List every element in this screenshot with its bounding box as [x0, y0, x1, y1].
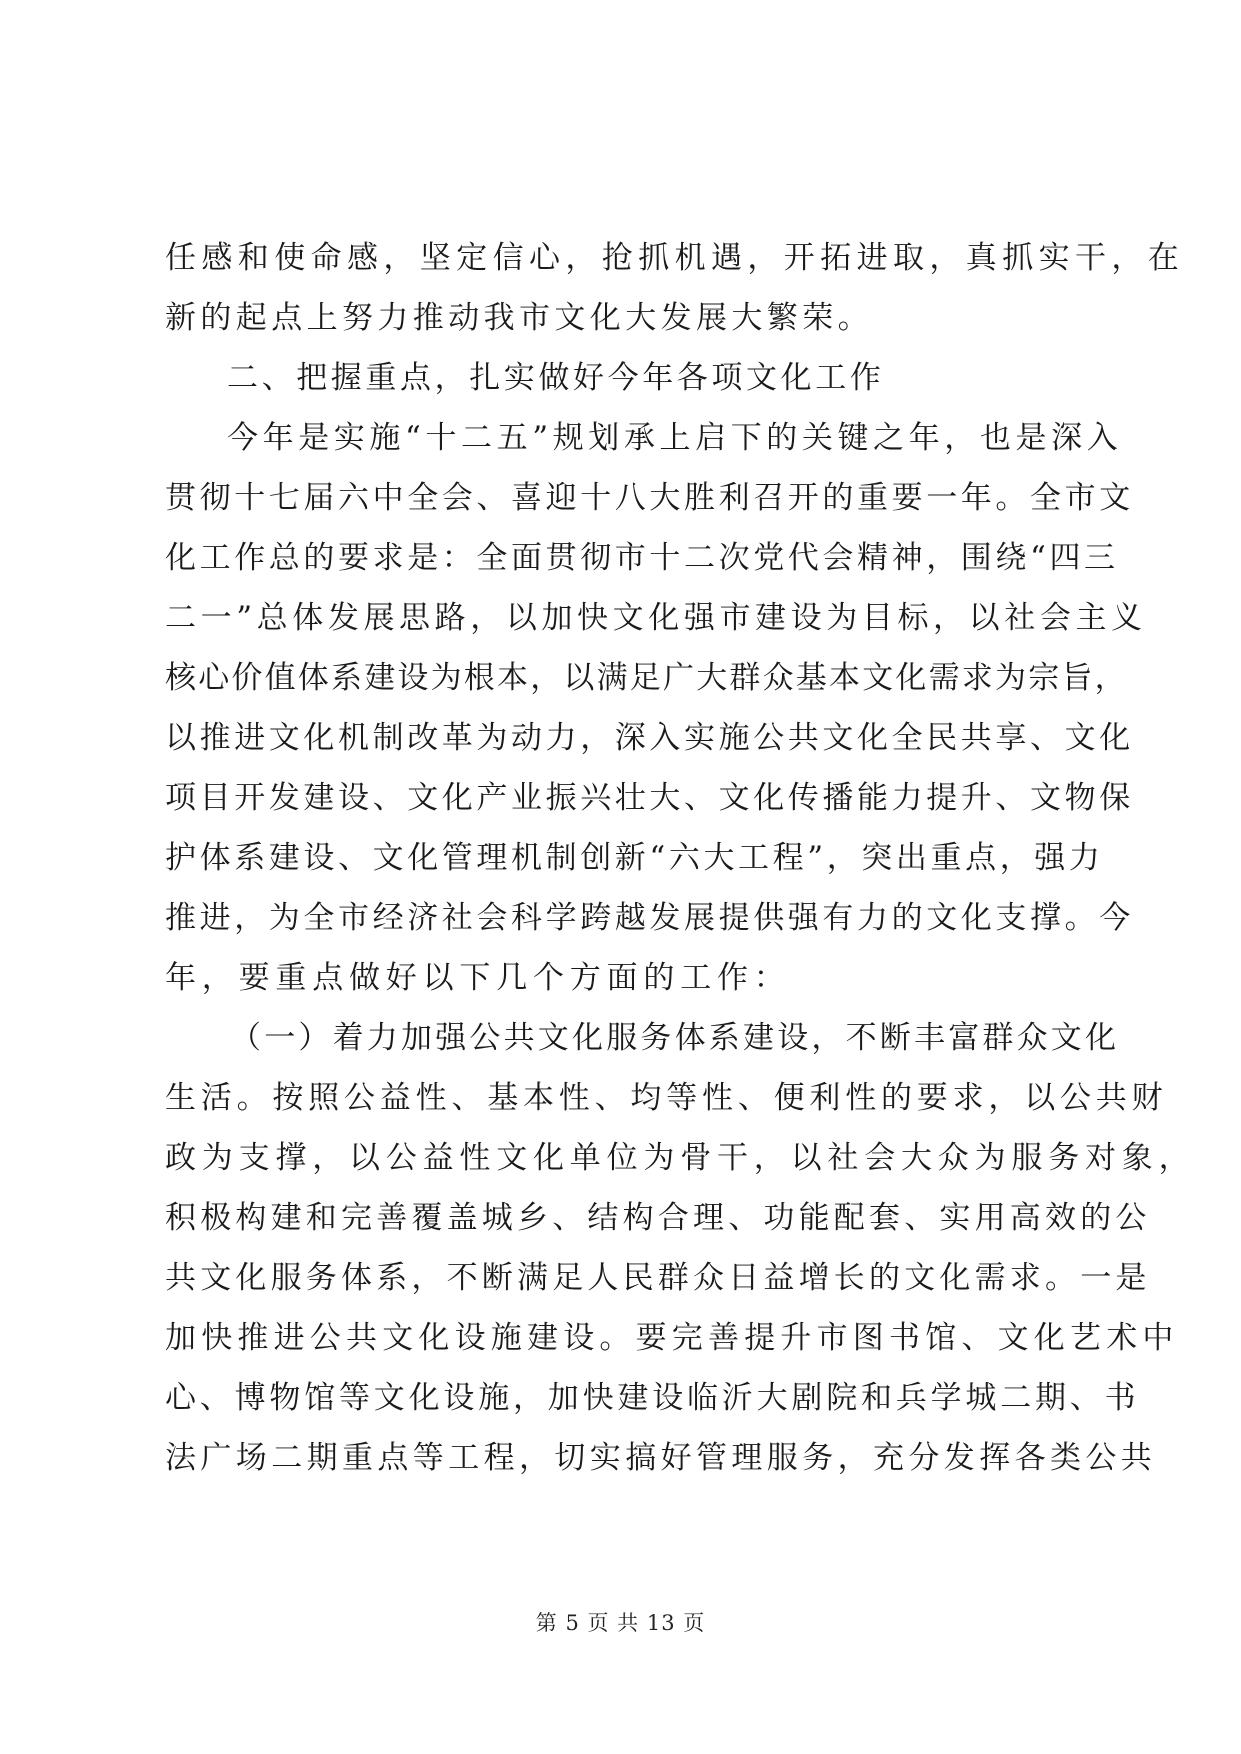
- body-line: 项目开发建设、文化产业振兴壮大、文化传播能力提升、文物保: [165, 780, 1134, 816]
- body-line: 共文化服务体系，不断满足人民群众日益增长的文化需求。一是: [165, 1260, 1151, 1296]
- body-line: 法广场二期重点等工程，切实搞好管理服务，充分发挥各类公共: [165, 1440, 1157, 1476]
- body-line: 推进，为全市经济社会科学跨越发展提供强有力的文化支撑。今: [165, 900, 1134, 936]
- body-line: 今年是实施“十二五”规划承上启下的关键之年，也是深入: [227, 420, 1123, 456]
- body-line: 新的起点上努力推动我市文化大发展大繁荣。: [165, 300, 873, 336]
- body-line: 生活。按照公益性、基本性、均等性、便利性的要求，以公共财: [165, 1080, 1168, 1116]
- body-line: 化工作总的要求是：全面贯彻市十二次党代会精神，围绕“四三: [165, 540, 1119, 576]
- body-line: 二一”总体发展思路，以加快文化强市建设为目标，以社会主义: [165, 600, 1147, 636]
- body-line: 以推进文化机制改革为动力，深入实施公共文化全民共享、文化: [165, 720, 1134, 756]
- body-line: 任感和使命感，坚定信心，抢抓机遇，开拓进取，真抓实干，在: [165, 240, 1185, 276]
- body-line: 年，要重点做好以下几个方面的工作：: [165, 960, 791, 996]
- body-line: 护体系建设、文化管理机制创新“六大工程”，突出重点，强力: [165, 840, 1104, 876]
- body-line: 核心价值体系建设为根本，以满足广大群众基本文化需求为宗旨，: [165, 660, 1128, 696]
- section-heading: 二、把握重点，扎实做好今年各项文化工作: [227, 360, 885, 396]
- body-line: 政为支撑，以公益性文化单位为骨干，以社会大众为服务对象，: [165, 1140, 1196, 1176]
- subsection-line: （一）着力加强公共文化服务体系建设，不断丰富群众文化: [230, 1020, 1120, 1056]
- body-line: 贯彻十七届六中全会、喜迎十八大胜利召开的重要一年。全市文: [165, 480, 1134, 516]
- page-number-footer: 第 5 页 共 13 页: [535, 1611, 706, 1635]
- body-line: 积极构建和完善覆盖城乡、结构合理、功能配套、实用高效的公: [165, 1200, 1151, 1236]
- body-line: 加快推进公共文化设施建设。要完善提升市图书馆、文化艺术中: [165, 1320, 1179, 1356]
- body-line: 心、博物馆等文化设施，加快建设临沂大剧院和兵学城二期、书: [165, 1380, 1140, 1416]
